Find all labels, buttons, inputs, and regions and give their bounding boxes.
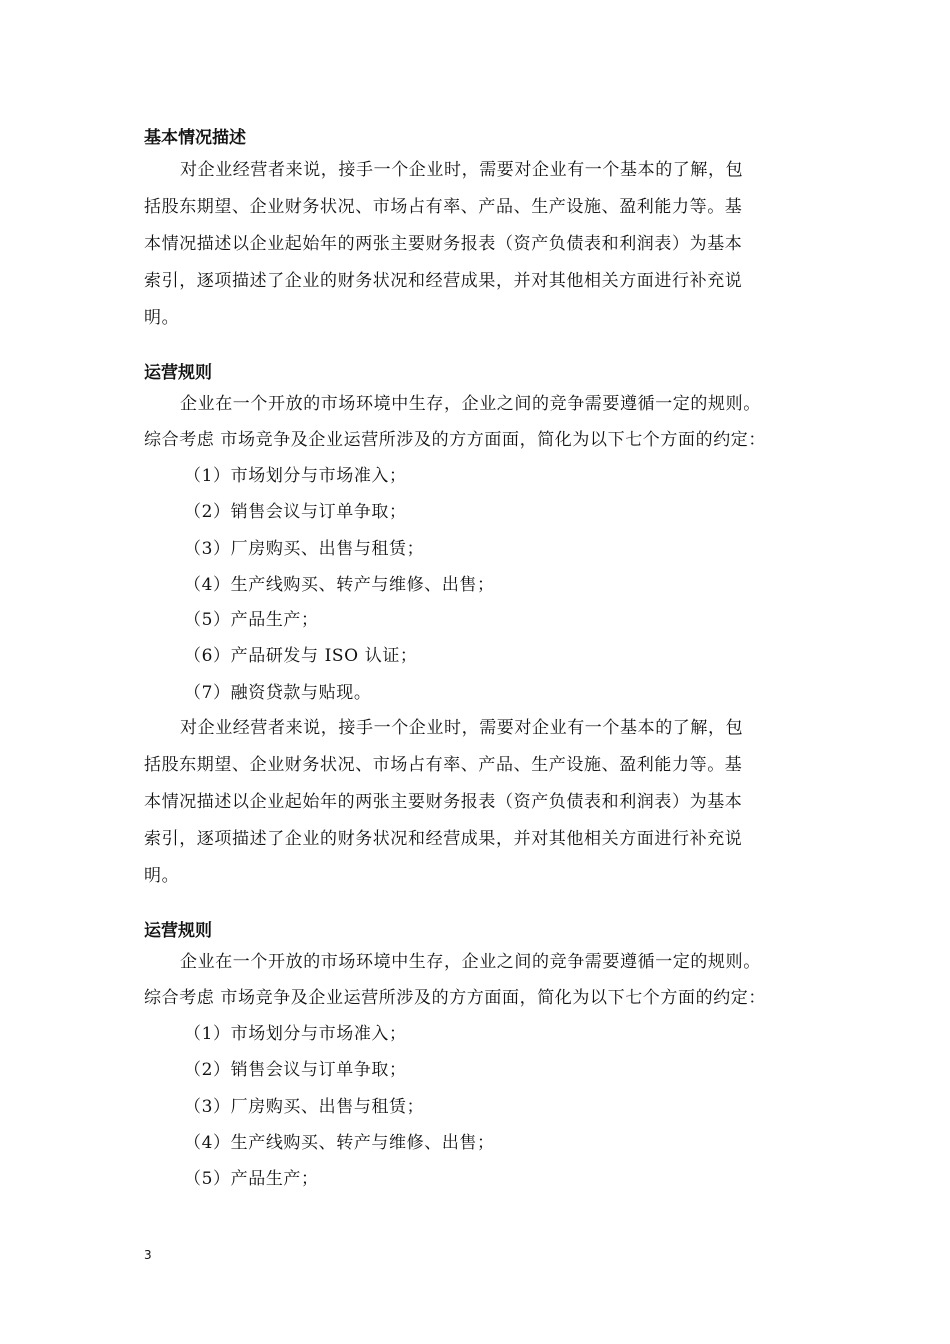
section-heading: 运营规则 (144, 363, 212, 383)
paragraph-line: 对企业经营者来说，接手一个企业时，需要对企业有一个基本的了解，包 (180, 718, 744, 738)
paragraph-line: 索引，逐项描述了企业的财务状况和经营成果，并对其他相关方面进行补充说 (144, 829, 743, 849)
paragraph-line: 明。 (144, 866, 180, 886)
section-heading: 基本情况描述 (144, 128, 246, 148)
list-item: （5）产品生产； (184, 610, 319, 630)
paragraph-line: 企业在一个开放的市场环境中生存，企业之间的竞争需要遵循一定的规则。 (180, 952, 761, 972)
list-item: （2）销售会议与订单争取； (184, 1060, 407, 1080)
list-item: （1）市场划分与市场准入； (184, 1024, 407, 1044)
list-item: （2）销售会议与订单争取； (184, 502, 407, 522)
section-heading: 运营规则 (144, 921, 212, 941)
list-item: （3）厂房购买、出售与租赁； (184, 539, 425, 559)
list-item: （7）融资贷款与贴现。 (184, 683, 372, 703)
paragraph-line: 括股东期望、企业财务状况、市场占有率、产品、生产设施、盈利能力等。基 (144, 755, 743, 775)
list-item: （1）市场划分与市场准入； (184, 466, 407, 486)
paragraph-line: 明。 (144, 308, 180, 328)
list-item: （3）厂房购买、出售与租赁； (184, 1097, 425, 1117)
list-item: （4）生产线购买、转产与维修、出售； (184, 1133, 495, 1153)
paragraph-line: 本情况描述以企业起始年的两张主要财务报表（资产负债表和利润表）为基本 (144, 792, 743, 812)
paragraph-line: 索引，逐项描述了企业的财务状况和经营成果，并对其他相关方面进行补充说 (144, 271, 743, 291)
page-number: 3 (144, 1248, 152, 1262)
paragraph-line: 综合考虑 市场竞争及企业运营所涉及的方方面面，简化为以下七个方面的约定： (144, 988, 767, 1008)
list-item: （4）生产线购买、转产与维修、出售； (184, 575, 495, 595)
paragraph-line: 企业在一个开放的市场环境中生存，企业之间的竞争需要遵循一定的规则。 (180, 394, 761, 414)
paragraph-line: 综合考虑 市场竞争及企业运营所涉及的方方面面，简化为以下七个方面的约定： (144, 430, 767, 450)
paragraph-line: 本情况描述以企业起始年的两张主要财务报表（资产负债表和利润表）为基本 (144, 234, 743, 254)
list-item: （5）产品生产； (184, 1169, 319, 1189)
paragraph-line: 对企业经营者来说，接手一个企业时，需要对企业有一个基本的了解，包 (180, 160, 744, 180)
paragraph-line: 括股东期望、企业财务状况、市场占有率、产品、生产设施、盈利能力等。基 (144, 197, 743, 217)
list-item: （6）产品研发与 ISO 认证； (184, 646, 418, 666)
